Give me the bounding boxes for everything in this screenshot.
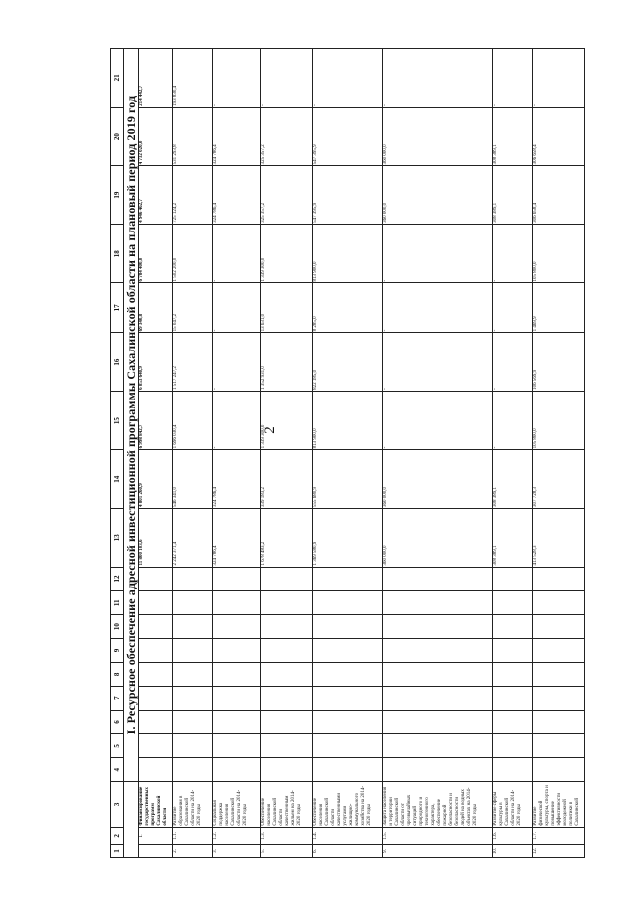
value-cell-col-12 — [533, 567, 585, 591]
value-cell-col-6 — [383, 710, 493, 734]
value-cell-col-10 — [261, 615, 313, 639]
value-cell-col-9 — [383, 639, 493, 663]
value-cell-col-17: 15 047,2 — [173, 283, 213, 333]
value-cell-col-10 — [383, 615, 493, 639]
value-cell-col-15: - — [383, 391, 493, 450]
value-cell-col-19: 324 786,4 — [213, 166, 261, 225]
column-number: 6 — [111, 710, 124, 734]
value-cell-col-10 — [313, 615, 383, 639]
value-cell-col-16: 1 517 247,2 — [173, 333, 213, 392]
value-cell-col-9 — [533, 639, 585, 663]
value-cell-col-9 — [313, 639, 383, 663]
value-cell-col-10 — [139, 615, 173, 639]
column-number: 4 — [111, 758, 124, 782]
column-number: 13 — [111, 508, 124, 567]
value-cell-col-8 — [139, 662, 173, 686]
value-cell-col-20: 325 357,2 — [261, 107, 313, 166]
value-cell-col-9 — [213, 639, 261, 663]
value-cell-col-19: 306 658,4 — [533, 166, 585, 225]
value-cell-col-21: - — [533, 49, 585, 108]
value-cell-col-14: 324 786,4 — [213, 450, 261, 509]
table-row — [313, 49, 383, 858]
row-number: 6. — [313, 845, 383, 858]
value-cell-col-13: 1 678 483,2 — [261, 508, 313, 567]
value-cell-col-8 — [313, 662, 383, 686]
value-cell-col-20: 324 786,4 — [213, 107, 261, 166]
value-cell-col-13: 360 000,0 — [383, 508, 493, 567]
value-cell-col-11 — [533, 591, 585, 615]
title-row — [124, 49, 139, 858]
value-cell-col-16: - — [383, 333, 493, 392]
value-cell-col-17: 8 285,0 — [313, 283, 383, 333]
value-cell-col-12 — [493, 567, 533, 591]
value-cell-col-5 — [139, 734, 173, 758]
value-cell-col-11 — [493, 591, 533, 615]
value-cell-col-14: 308 389,1 — [493, 450, 533, 509]
value-cell-col-21: - — [213, 49, 261, 108]
value-cell-col-16: - — [493, 333, 533, 392]
value-cell-col-7 — [533, 686, 585, 710]
value-cell-col-20: 308 389,1 — [493, 107, 533, 166]
value-cell-col-19: 308 389,1 — [493, 166, 533, 225]
value-cell-col-10 — [173, 615, 213, 639]
value-cell-col-4 — [213, 758, 261, 782]
row-code: 1.7. — [533, 827, 585, 844]
program-name: Развитие физической культуры, спорта и повышение эффективности молодежной политики в Сахалинской — [533, 782, 585, 828]
value-cell-col-7 — [493, 686, 533, 710]
value-cell-col-21: 214 442,7 — [139, 49, 173, 108]
column-number: 17 — [111, 283, 124, 333]
value-cell-col-15: 105 800,0 — [533, 391, 585, 450]
value-cell-col-16: 1 352 931,0 — [261, 333, 313, 392]
value-cell-col-13: 413 528,3 — [533, 508, 585, 567]
table-row — [173, 49, 213, 858]
value-cell-col-7 — [139, 686, 173, 710]
value-cell-col-18: 105 800,0 — [533, 224, 585, 283]
value-cell-col-20: 306 658,4 — [533, 107, 585, 166]
table-title: I. Ресурсное обеспечение адресной инвестиционной программы Сахалинской области на плановый период 2019 год — [124, 49, 139, 782]
value-cell-col-20: 360 000,0 — [383, 107, 493, 166]
value-cell-col-6 — [173, 710, 213, 734]
value-cell-col-16: 6 853 640,9 — [139, 333, 173, 392]
column-number: 8 — [111, 662, 124, 686]
value-cell-col-4 — [383, 758, 493, 782]
value-cell-col-11 — [173, 591, 213, 615]
value-cell-col-12 — [261, 567, 313, 591]
value-cell-col-8 — [533, 662, 585, 686]
program-name: Развитие образования в Сахалинской области на 2014-2020 годы — [173, 782, 213, 828]
column-number: 3 — [111, 782, 124, 828]
program-name: Обеспечение населения Сахалинской области качественным жильем на 2014-2020 годы — [261, 782, 313, 828]
value-cell-col-18: 813 900,0 — [313, 224, 383, 283]
value-cell-col-4 — [493, 758, 533, 782]
value-cell-col-5 — [533, 734, 585, 758]
value-cell-col-18: 1 502 200,0 — [173, 224, 213, 283]
value-cell-col-17: 13 631,0 — [261, 283, 313, 333]
row-number: 12. — [533, 845, 585, 858]
value-cell-col-4 — [261, 758, 313, 782]
budget-table — [110, 48, 585, 858]
value-cell-col-20: 531 293,8 — [173, 107, 213, 166]
value-cell-col-8 — [173, 662, 213, 686]
value-cell-col-21: 193 830,4 — [173, 49, 213, 108]
value-cell-col-5 — [173, 734, 213, 758]
value-cell-col-9 — [139, 639, 173, 663]
column-number: 12 — [111, 567, 124, 591]
value-cell-col-17: - — [383, 283, 493, 333]
row-number — [139, 845, 173, 858]
value-cell-col-10 — [493, 615, 533, 639]
column-number: 5 — [111, 734, 124, 758]
value-cell-col-13: 1 369 580,9 — [313, 508, 383, 567]
value-cell-col-13: 324 786,4 — [213, 508, 261, 567]
row-code: 1.6. — [493, 827, 533, 844]
value-cell-col-7 — [313, 686, 383, 710]
value-cell-col-14: 339 183,2 — [261, 450, 313, 509]
value-cell-col-15: - — [493, 391, 533, 450]
column-number: 7 — [111, 686, 124, 710]
table-row — [533, 49, 585, 858]
value-cell-col-18: 6 784 400,0 — [139, 224, 173, 283]
row-number: 9. — [383, 845, 493, 858]
value-cell-col-6 — [493, 710, 533, 734]
value-cell-col-11 — [213, 591, 261, 615]
value-cell-col-11 — [313, 591, 383, 615]
value-cell-col-11 — [383, 591, 493, 615]
value-cell-col-13: 11 800 103,6 — [139, 508, 173, 567]
program-name: Развитие сферы культуры в Сахалинской области на 2014-2020 годы — [493, 782, 533, 828]
value-cell-col-5 — [261, 734, 313, 758]
value-cell-col-4 — [313, 758, 383, 782]
value-cell-col-14: 555 680,9 — [313, 450, 383, 509]
column-number: 16 — [111, 333, 124, 392]
value-cell-col-19: 547 395,9 — [313, 166, 383, 225]
value-cell-col-5 — [383, 734, 493, 758]
value-cell-col-4 — [533, 758, 585, 782]
column-number: 14 — [111, 450, 124, 509]
value-cell-col-10 — [213, 615, 261, 639]
value-cell-col-12 — [173, 567, 213, 591]
value-cell-col-7 — [261, 686, 313, 710]
value-cell-col-16: 106 569,9 — [533, 333, 585, 392]
value-cell-col-12 — [313, 567, 383, 591]
value-cell-col-10 — [533, 615, 585, 639]
value-cell-col-14: 4 801 260,9 — [139, 450, 173, 509]
column-number: 18 — [111, 224, 124, 283]
value-cell-col-6 — [533, 710, 585, 734]
value-cell-col-8 — [493, 662, 533, 686]
value-cell-col-6 — [139, 710, 173, 734]
program-name: Обеспечение населения Сахалинской области качественными услугами жилищно-коммунального хозяйства на 2014-2020 годы — [313, 782, 383, 828]
value-cell-col-15: 813 900,0 — [313, 391, 383, 450]
value-cell-col-19: 725 124,2 — [173, 166, 213, 225]
value-cell-col-7 — [173, 686, 213, 710]
value-cell-col-12 — [139, 567, 173, 591]
table-row — [261, 49, 313, 858]
row-code: 1.1. — [173, 827, 213, 844]
value-cell-col-14: 307 728,3 — [533, 450, 585, 509]
column-number: 11 — [111, 591, 124, 615]
column-number-row — [111, 49, 124, 858]
value-cell-col-4 — [139, 758, 173, 782]
value-cell-col-17: - — [493, 283, 533, 333]
value-cell-col-16: - — [213, 333, 261, 392]
value-cell-col-15: 1 696 030,4 — [173, 391, 213, 450]
value-cell-col-15: 1 339 300,0 — [261, 391, 313, 450]
value-cell-col-14: 546 341,0 — [173, 450, 213, 509]
value-cell-col-12 — [383, 567, 493, 591]
row-code: 1.4. — [313, 827, 383, 844]
column-number: 21 — [111, 49, 124, 108]
value-cell-col-4 — [173, 758, 213, 782]
value-cell-col-19: 4 946 462,7 — [139, 166, 173, 225]
table-row — [383, 49, 493, 858]
value-cell-col-20: 547 395,9 — [313, 107, 383, 166]
value-cell-col-11 — [261, 591, 313, 615]
title-row-blank — [124, 782, 139, 858]
column-number: 1 — [111, 845, 124, 858]
value-cell-col-18: - — [493, 224, 533, 283]
column-number: 20 — [111, 107, 124, 166]
value-cell-col-17: 1 469,9 — [533, 283, 585, 333]
value-cell-col-11 — [139, 591, 173, 615]
value-cell-col-20: 4 732 020,0 — [139, 107, 173, 166]
value-cell-col-21: - — [261, 49, 313, 108]
row-code: 1.5. — [383, 827, 493, 844]
value-cell-col-5 — [493, 734, 533, 758]
row-code: 1.3. — [261, 827, 313, 844]
value-cell-col-21: - — [493, 49, 533, 108]
value-cell-col-8 — [383, 662, 493, 686]
column-number: 15 — [111, 391, 124, 450]
value-cell-col-19: 360 000,0 — [383, 166, 493, 225]
value-cell-col-7 — [213, 686, 261, 710]
row-code: I. — [139, 827, 173, 844]
value-cell-col-17: 69 340,8 — [139, 283, 173, 333]
row-number: 3. — [213, 845, 261, 858]
value-cell-col-9 — [173, 639, 213, 663]
row-code: 1.2. — [213, 827, 261, 844]
value-cell-col-6 — [213, 710, 261, 734]
program-name: Защита населения и территории Сахалинской области от чрезвычайных ситуаций природного и техногенного характера, обеспечение пожарной безопасности и безопасности людей на водных объектах на 2014-2020 годы — [383, 782, 493, 828]
value-cell-col-5 — [213, 734, 261, 758]
value-cell-col-5 — [313, 734, 383, 758]
budget-table-sheet — [110, 48, 580, 858]
value-cell-col-17: - — [213, 283, 261, 333]
column-number: 2 — [111, 827, 124, 844]
value-cell-col-21: - — [313, 49, 383, 108]
value-cell-col-16: 822 185,0 — [313, 333, 383, 392]
value-cell-col-21: - — [383, 49, 493, 108]
value-cell-col-14: 360 000,0 — [383, 450, 493, 509]
value-cell-col-6 — [261, 710, 313, 734]
value-cell-col-12 — [213, 567, 261, 591]
program-name: Финансирование государственных программ Сахалинской области — [139, 782, 173, 828]
value-cell-col-13: 308 389,1 — [493, 508, 533, 567]
value-cell-col-19: 325 357,2 — [261, 166, 313, 225]
column-number: 9 — [111, 639, 124, 663]
value-cell-col-7 — [383, 686, 493, 710]
value-cell-col-18: 1 339 300,0 — [261, 224, 313, 283]
value-cell-col-13: 2 242 371,4 — [173, 508, 213, 567]
value-cell-col-8 — [213, 662, 261, 686]
program-name: Социальная поддержка населения Сахалинской области на 2014-2020 годы — [213, 782, 261, 828]
row-number: 5. — [261, 845, 313, 858]
value-cell-col-8 — [261, 662, 313, 686]
row-number: 10. — [493, 845, 533, 858]
page-number: 2 — [262, 426, 278, 434]
value-cell-col-15: - — [213, 391, 261, 450]
table-row — [493, 49, 533, 858]
value-cell-col-18: - — [213, 224, 261, 283]
value-cell-col-6 — [313, 710, 383, 734]
value-cell-col-9 — [261, 639, 313, 663]
table-row — [213, 49, 261, 858]
value-cell-col-9 — [493, 639, 533, 663]
value-cell-col-18: - — [383, 224, 493, 283]
column-number: 10 — [111, 615, 124, 639]
row-number: 2. — [173, 845, 213, 858]
table-row — [139, 49, 173, 858]
value-cell-col-15: 6 998 842,7 — [139, 391, 173, 450]
column-number: 19 — [111, 166, 124, 225]
